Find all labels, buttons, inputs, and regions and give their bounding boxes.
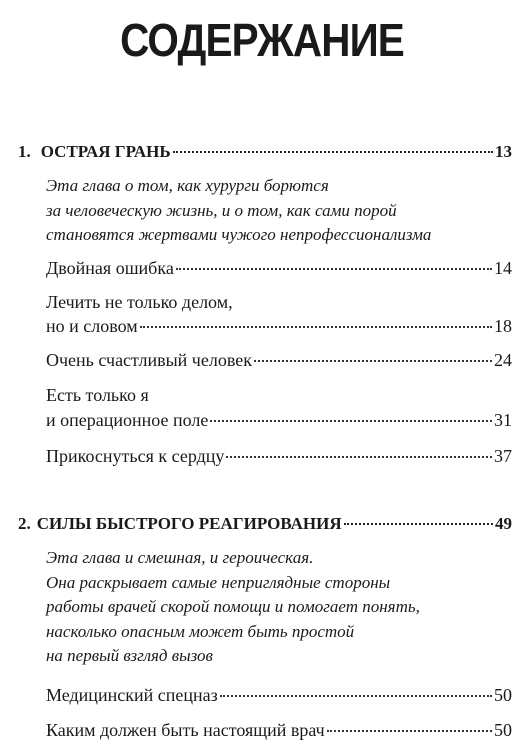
description-line: работы врачей скорой помощи и помогает понять, xyxy=(46,597,420,616)
section-title: Медицинский спецназ xyxy=(46,685,218,705)
section-title: Очень счастливый человек xyxy=(46,350,252,370)
dot-leader xyxy=(344,523,493,525)
chapter-2-entry[interactable] xyxy=(18,512,512,536)
section-title: Прикоснуться к сердцу xyxy=(46,446,225,466)
dot-leader xyxy=(173,151,493,153)
dot-leader xyxy=(254,360,492,362)
section-entry[interactable] xyxy=(46,314,512,338)
section-title-line: Лечить не только делом, xyxy=(46,292,233,312)
section-page-number: 18 xyxy=(494,316,512,336)
description-line: Эта глава и смешная, и героическая. xyxy=(46,548,314,567)
dot-leader xyxy=(226,456,492,458)
section-entry[interactable] xyxy=(46,408,512,432)
section-entry[interactable] xyxy=(46,348,512,372)
description-line: Она раскрывает самые неприглядные стороны xyxy=(46,572,391,592)
section-title: Двойная ошибка xyxy=(46,258,174,278)
chapter-title: ОСТРАЯ ГРАНЬ xyxy=(40,142,171,161)
page-title: СОДЕРЖАНИЕ xyxy=(120,14,404,66)
chapter-page-number: 13 xyxy=(495,142,512,161)
chapter-page-number: 49 xyxy=(495,514,512,533)
dot-leader xyxy=(176,268,492,270)
chapter-number: 2. xyxy=(18,514,31,533)
description-line: становятся жертвами чужого непрофессионализма xyxy=(46,225,432,244)
chapter-description xyxy=(46,546,420,669)
chapter-1-entry[interactable] xyxy=(18,140,512,164)
section-entry[interactable] xyxy=(46,256,512,280)
chapter-number: 1. xyxy=(18,142,31,161)
description-line: за человеческую жизнь, и о том, как сами порой xyxy=(46,200,397,220)
section-page-number: 14 xyxy=(494,258,512,278)
section-entry[interactable] xyxy=(46,683,512,707)
dot-leader xyxy=(140,326,492,328)
section-title: Каким должен быть настоящий врач xyxy=(46,720,325,740)
section-page-number: 50 xyxy=(494,720,512,740)
section-page-number: 50 xyxy=(494,685,512,705)
section-title: и операционное поле xyxy=(46,410,209,430)
dot-leader xyxy=(327,730,492,732)
chapter-title: СИЛЫ БЫСТРОГО РЕАГИРОВАНИЯ xyxy=(36,514,342,533)
section-page-number: 31 xyxy=(494,410,512,430)
chapter-description xyxy=(46,174,431,248)
dot-leader xyxy=(220,695,492,697)
dot-leader xyxy=(210,420,492,422)
section-title-line: Есть только я xyxy=(46,385,149,405)
section-entry[interactable] xyxy=(46,718,512,742)
section-page-number: 24 xyxy=(494,350,512,370)
description-line: Эта глава о том, как хурурги борются xyxy=(46,176,329,195)
section-title: но и словом xyxy=(46,316,138,336)
section-entry[interactable] xyxy=(46,444,512,468)
section-page-number: 37 xyxy=(494,446,512,466)
description-line: насколько опасным может быть простой xyxy=(46,621,355,641)
description-line: на первый взгляд вызов xyxy=(46,646,213,665)
